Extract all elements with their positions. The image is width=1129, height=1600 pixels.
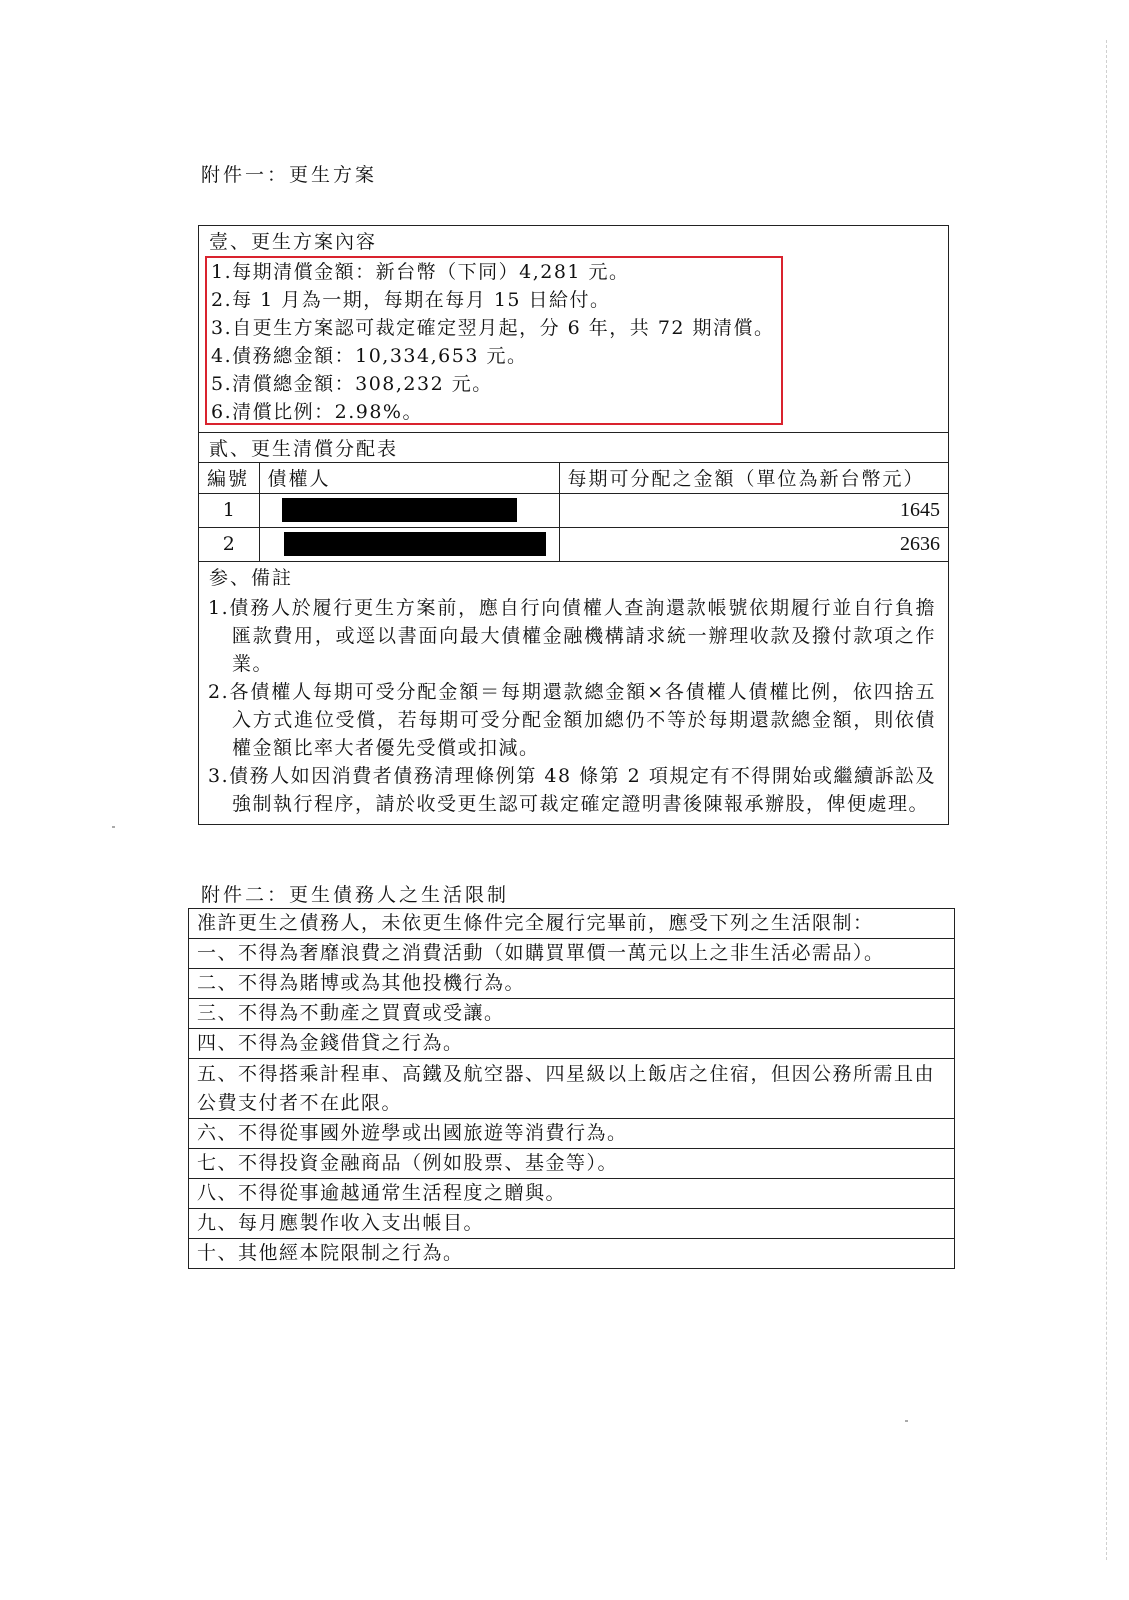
redaction-bar: [282, 498, 517, 522]
section1-heading: 壹、更生方案內容: [209, 231, 378, 253]
amount-cell: 2636: [559, 527, 948, 561]
restriction-item: 八、不得從事逾越通常生活程度之贈與。: [189, 1179, 955, 1209]
plan-item: 1.每期清償金額：新台幣（下同）4,281 元。: [211, 261, 630, 283]
table-row: [189, 969, 955, 999]
restriction-item: 一、不得為奢靡浪費之消費活動（如購買單價一萬元以上之非生活必需品）。: [189, 939, 955, 969]
row-number: 2: [199, 527, 259, 561]
restriction-item: 六、不得從事國外遊學或出國旅遊等消費行為。: [189, 1119, 955, 1149]
table-row: [189, 939, 955, 969]
column-header-amount: 每期可分配之金額（單位為新台幣元）: [559, 463, 948, 493]
plan-item: 6.清償比例：2.98%。: [211, 401, 423, 423]
creditor-cell: [259, 527, 559, 561]
table-row: [189, 1119, 955, 1149]
column-header-no: 編號: [199, 463, 259, 493]
notes: [199, 592, 948, 824]
restriction-item: 十、其他經本院限制之行為。: [189, 1239, 955, 1269]
note-item: 1.債務人於履行更生方案前，應自行向債權人查詢還款帳號依期履行並自行負擔匯款費用，或逕以書面向最大債權金融機構請求統一辦理收款及撥付款項之作業。: [208, 596, 936, 675]
plan-item: 3.自更生方案認可裁定確定翌月起，分 6 年，共 72 期清償。: [211, 317, 775, 339]
plan-item: 2.每 1 月為一期，每期在每月 15 日給付。: [211, 289, 611, 311]
restriction-item: 三、不得為不動產之買賣或受讓。: [189, 999, 955, 1029]
attachment2-title: 附件二：更生債務人之生活限制: [201, 884, 510, 906]
table-row: [189, 1179, 955, 1209]
table-row: [189, 1029, 955, 1059]
amount-cell: 1645: [559, 493, 948, 527]
row-number: 1: [199, 493, 259, 527]
scan-speck: [905, 1420, 908, 1422]
rehabilitation-plan-table: [198, 225, 949, 825]
section2-heading: 貳、更生清償分配表: [199, 433, 948, 463]
living-restrictions-table: [188, 908, 955, 1269]
restriction-item: 四、不得為金錢借貸之行為。: [189, 1029, 955, 1059]
attachment1-title: 附件一：更生方案: [201, 164, 378, 186]
plan-item: 5.清償總金額：308,232 元。: [211, 373, 493, 395]
table-row: [199, 493, 948, 527]
table-row: [189, 1209, 955, 1239]
table-row: [189, 1059, 955, 1119]
table-row: [189, 1149, 955, 1179]
scan-edge: [1106, 40, 1108, 1560]
restrictions-intro: 准許更生之債務人，未依更生條件完全履行完畢前，應受下列之生活限制：: [189, 909, 955, 939]
distribution-table: [199, 463, 948, 562]
table-row: [189, 1239, 955, 1269]
restriction-item: 五、不得搭乘計程車、高鐵及航空器、四星級以上飯店之住宿，但因公務所需且由公費支付者不在此限。: [189, 1059, 955, 1119]
plan-item: 4.債務總金額：10,334,653 元。: [211, 345, 528, 367]
note-item: 2.各債權人每期可受分配金額＝每期還款總金額×各債權人債權比例，依四捨五入方式進位受償，若每期可受分配金額加總仍不等於每期還款總金額，則依債權金額比率大者優先受償或扣減。: [208, 680, 936, 759]
table-row: [189, 909, 955, 939]
section3-heading: 参、備註: [209, 566, 294, 589]
restriction-item: 七、不得投資金融商品（例如股票、基金等）。: [189, 1149, 955, 1179]
plan-content: [199, 256, 948, 433]
table-header-row: [199, 463, 948, 493]
scan-speck: [112, 826, 115, 828]
redaction-bar: [284, 532, 546, 556]
restriction-item: 九、每月應製作收入支出帳目。: [189, 1209, 955, 1239]
creditor-cell: [259, 493, 559, 527]
highlight-box: [205, 256, 783, 425]
table-row: [199, 527, 948, 561]
table-row: [189, 999, 955, 1029]
column-header-creditor: 債權人: [259, 463, 559, 493]
restriction-item: 二、不得為賭博或為其他投機行為。: [189, 969, 955, 999]
note-item: 3.債務人如因消費者債務清理條例第 48 條第 2 項規定有不得開始或繼續訴訟及強制執行程序，請於收受更生認可裁定確定證明書後陳報承辦股，俾便處理。: [208, 764, 936, 815]
